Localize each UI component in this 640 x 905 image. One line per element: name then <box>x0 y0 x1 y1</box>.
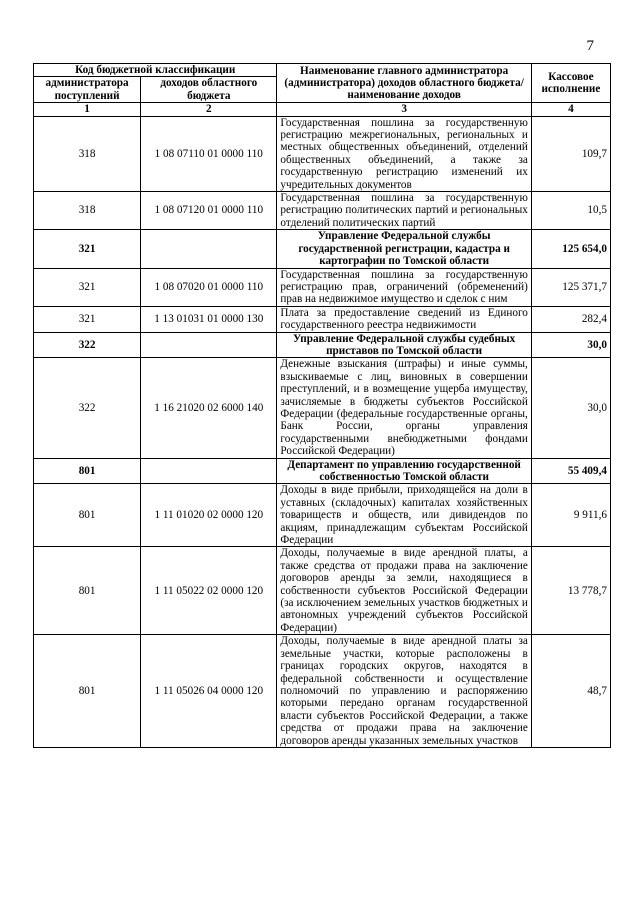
amount: 30,0 <box>531 358 610 458</box>
admin-code: 322 <box>34 332 141 358</box>
header-row <box>34 64 611 77</box>
table-row <box>34 358 611 458</box>
income-code: 1 16 21020 02 6000 140 <box>141 358 277 458</box>
admin-code: 801 <box>34 547 141 635</box>
amount: 125 371,7 <box>531 268 610 306</box>
table-row <box>34 116 611 191</box>
income-code: 1 08 07120 01 0000 110 <box>141 192 277 230</box>
header-code-group: Код бюджетной классификации <box>34 64 277 77</box>
header-number-row <box>34 103 611 116</box>
amount: 48,7 <box>531 635 610 748</box>
budget-table <box>33 63 611 748</box>
income-name: Государственная пошлина за государственную регистрацию прав, ограничений (обременений) прав на недвижимое имущество и сделок с ним <box>277 268 531 306</box>
amount: 30,0 <box>531 332 610 358</box>
income-code: 1 13 01031 01 0000 130 <box>141 306 277 332</box>
table-row <box>34 192 611 230</box>
income-name: Государственная пошлина за государственную регистрацию межрегиональных, региональных и местных общественных объединений, отделений общественных объединений, а также за государственную регистрацию изменений их учредительных документов <box>277 116 531 191</box>
income-code <box>141 332 277 358</box>
administrator-name: Департамент по управлению государственной собственностью Томской области <box>277 458 531 484</box>
admin-code: 318 <box>34 116 141 191</box>
admin-code: 318 <box>34 192 141 230</box>
header-amount: Кассовое исполнение <box>531 64 610 103</box>
amount: 9 911,6 <box>531 484 610 547</box>
administrator-name: Управление Федеральной службы судебных приставов по Томской области <box>277 332 531 358</box>
header-num-4: 4 <box>531 103 610 116</box>
admin-code: 321 <box>34 268 141 306</box>
table-row-administrator <box>34 458 611 484</box>
admin-code: 321 <box>34 306 141 332</box>
table-row <box>34 635 611 748</box>
header-num-1: 1 <box>34 103 141 116</box>
header-income: доходов областного бюджета <box>141 77 277 103</box>
admin-code: 801 <box>34 635 141 748</box>
income-code <box>141 230 277 268</box>
table-row-administrator <box>34 332 611 358</box>
income-name: Плата за предоставление сведений из Единого государственного реестра недвижимости <box>277 306 531 332</box>
table-row <box>34 306 611 332</box>
header-num-2: 2 <box>141 103 277 116</box>
income-code: 1 08 07020 01 0000 110 <box>141 268 277 306</box>
table-row <box>34 547 611 635</box>
amount: 282,4 <box>531 306 610 332</box>
income-name: Доходы в виде прибыли, приходящейся на доли в уставных (складочных) капиталах хозяйственных товариществ и обществ, или дивидендов по акциям, принадлежащим субъектам Российской Федерации <box>277 484 531 547</box>
income-code: 1 11 05022 02 0000 120 <box>141 547 277 635</box>
admin-code: 801 <box>34 458 141 484</box>
header-num-3: 3 <box>277 103 531 116</box>
income-name: Доходы, получаемые в виде арендной платы за земельные участки, которые расположены в границах городских округов, находятся в федеральной собственности и осуществление полномочий по управлению и распоряжению которыми передано органам государственной власти субъектов Российской Федерации, а также средства от продажи права на заключение договоров аренды указанных земельных участков <box>277 635 531 748</box>
header-name: Наименование главного администратора (администратора) доходов областного бюджета/ наименование доходов <box>277 64 531 103</box>
income-name: Денежные взыскания (штрафы) и иные суммы, взыскиваемые с лиц, виновных в совершении преступлений, и в возмещение ущерба имуществу, зачисляемые в бюджеты субъектов Российской Федерации (федеральные государственные органы, Банк России, органы управления государственными внебюджетными фондами Российской Федерации) <box>277 358 531 458</box>
admin-code: 321 <box>34 230 141 268</box>
table-row <box>34 484 611 547</box>
header-admin: администратора поступлений <box>34 77 141 103</box>
admin-code: 801 <box>34 484 141 547</box>
amount: 125 654,0 <box>531 230 610 268</box>
admin-code: 322 <box>34 358 141 458</box>
amount: 55 409,4 <box>531 458 610 484</box>
table-row-administrator <box>34 230 611 268</box>
income-code: 1 08 07110 01 0000 110 <box>141 116 277 191</box>
page-number: 7 <box>586 38 594 54</box>
amount: 109,7 <box>531 116 610 191</box>
income-name: Государственная пошлина за государственную регистрацию политических партий и региональных отделений политических партий <box>277 192 531 230</box>
administrator-name: Управление Федеральной службы государственной регистрации, кадастра и картографии по Томской области <box>277 230 531 268</box>
amount: 10,5 <box>531 192 610 230</box>
amount: 13 778,7 <box>531 547 610 635</box>
table-row <box>34 268 611 306</box>
income-code: 1 11 01020 02 0000 120 <box>141 484 277 547</box>
income-code: 1 11 05026 04 0000 120 <box>141 635 277 748</box>
income-code <box>141 458 277 484</box>
income-name: Доходы, получаемые в виде арендной платы, а также средства от продажи права на заключение договоров аренды за земли, находящиеся в собственности субъектов Российской Федерации (за исключением земельных участков бюджетных и автономных учреждений субъектов Российской Федерации) <box>277 547 531 635</box>
